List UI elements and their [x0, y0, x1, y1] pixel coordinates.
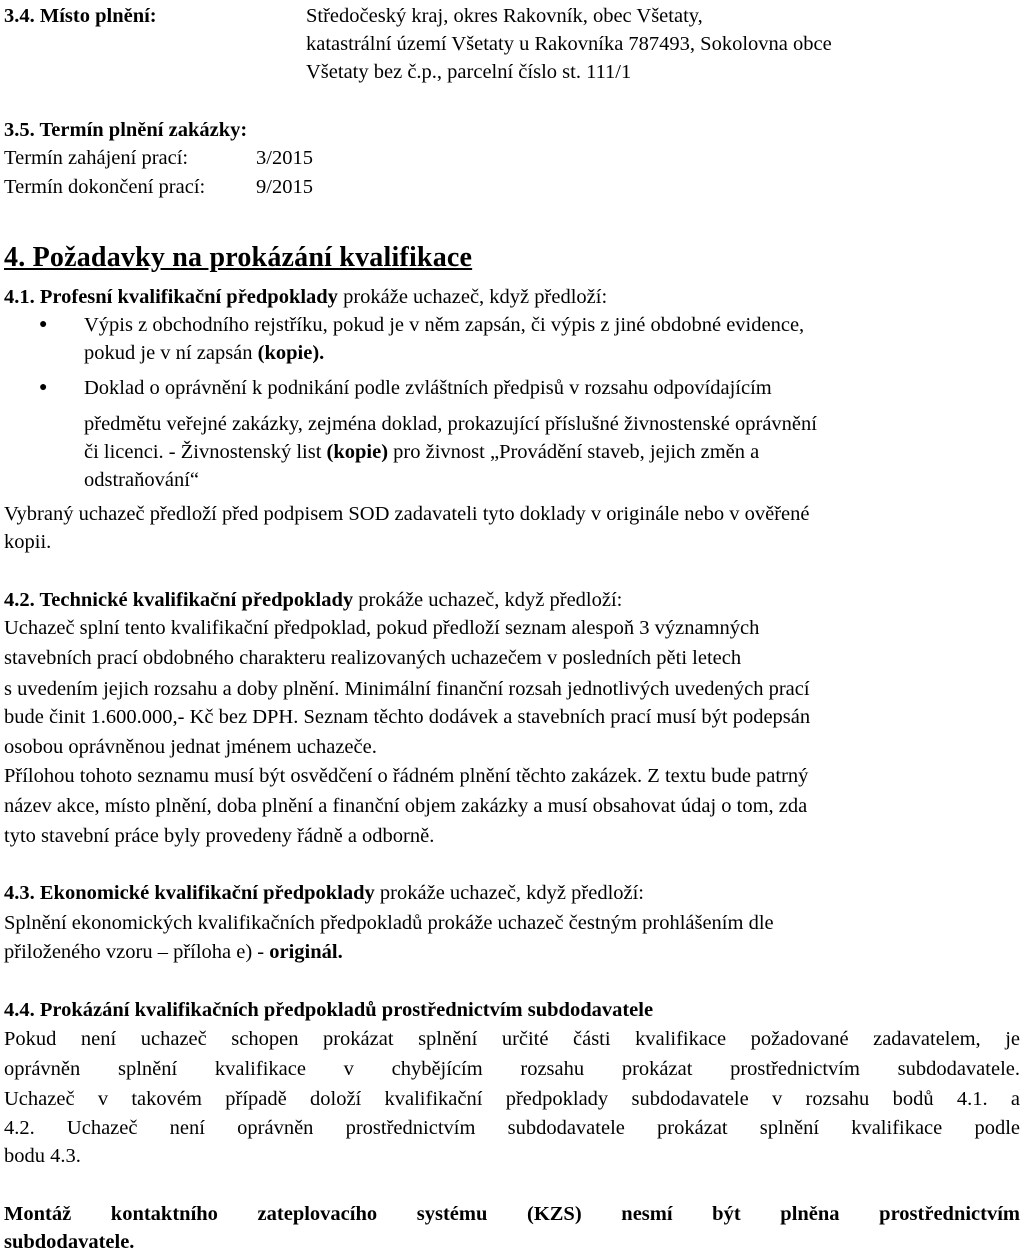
section-4-1-after-line-2: kopii. — [4, 531, 52, 553]
place-line-1: Středočeský kraj, okres Rakovník, obec Všetaty, — [306, 5, 703, 27]
term-end-row — [4, 173, 1020, 201]
section-4-heading: 4. Požadavky na prokázání kvalifikace — [4, 242, 473, 273]
section-4-3-lead: 4.3. Ekonomické kvalifikační předpoklady prokáže uchazeč, když předloží: — [4, 882, 644, 904]
section-3-5-heading: 3.5. Termín plnění zakázky: — [4, 119, 248, 141]
bullet-icon: ● — [39, 380, 48, 395]
final-note-line-1: Montáž kontaktního zateplovacího systému (KZS) nesmí být plněna prostřednictvím — [4, 1203, 1020, 1225]
term-start-value: 3/2015 — [256, 147, 313, 169]
section-3-4-row-1 — [4, 2, 1020, 30]
section-4-3-title: 4.3. Ekonomické kvalifikační předpoklady — [4, 882, 375, 904]
section-4-2-lead: 4.2. Technické kvalifikační předpoklady prokáže uchazeč, když předloží: — [4, 589, 623, 611]
term-start-label: Termín zahájení prací: — [4, 147, 189, 169]
section-4-2-line: stavebních prací obdobného charakteru realizovaných uchazečem v posledních pěti letech — [4, 647, 742, 669]
section-4-2-line: Uchazeč splní tento kvalifikační předpoklad, pokud předloží seznam alespoň 3 významných — [4, 617, 760, 639]
section-3-4-label: 3.4. Místo plnění: — [4, 5, 157, 27]
bullet-icon: ● — [39, 317, 48, 332]
place-line-3: Všetaty bez č.p., parcelní číslo st. 111/1 — [306, 61, 632, 83]
document-page: 3.4. Místo plnění: Středočeský kraj, okres Rakovník, obec Všetaty, katastrální území Všetaty u Rakovníka 787493, Sokolovna obce Všetaty bez č.p., parcelní číslo st. 111/1 3.5. Termín plnění zakázky: Termín zahájení prací: 3/2015 Termín dokončení prací: 9/2015 4. Požadavky na prokázání kvalifikace 4.1. Profesní kvalifikační předpoklady prokáže uchazeč, když předloží: ● Výpis z obchodního rejstříku, pokud je v něm zapsán, či výpis z jiné obdobné evidence, pokud je v ní zapsán (kopie). ● Doklad o oprávnění k podnikání podle zvláštních předpisů v rozsahu odpovídajícím předmětu veřejné zakázky, zejména doklad, prokazující příslušné živnostenské oprávnění či licenci. - Živnostenský list (kopie) pro živnost „Provádění staveb, jejich změn a odstraňování“ Vybraný uchazeč předloží před podpisem SOD zadavateli tyto doklady v originále nebo v ověřené kopii. 4.2. Technické kvalifikační předpoklady prokáže uchazeč, když předloží: Uchazeč splní tento kvalifikační předpoklad, pokud předloží seznam alespoň 3 významných stavebních prací obdobného charakteru realizovaných uchazečem v posledních pěti letech s uvedením jejich rozsahu a doby plnění. Minimální finanční rozsah jednotlivých uvedených prací bude činit 1.600.000,- Kč bez DPH. Seznam těchto dodávek a stavebních prací musí být podepsán osobou oprávněnou jednat jménem uchazeče. Přílohou tohoto seznamu musí být osvědčení o řádném plnění těchto zakázek. Z textu bude patrný název akce, místo plnění, doba plnění a finanční objem zakázky a musí obsahovat údaj o tom, zda tyto stavební práce byly provedeny řádně a odborně. 4.3. Ekonomické kvalifikační předpoklady prokáže uchazeč, když předloží: Splnění ekonomických kvalifikačních předpokladů prokáže uchazeč čestným prohlášením dle přiloženého vzoru – příloha e) - originál. 4.4. Prokázání kvalifikačních předpokladů prostřednictvím subdodavatele Pokud není uchazeč schopen prokázat splnění určité části kvalifikace požadované zadavatelem, je oprávněn splnění kvalifikace v chybějícím rozsahu prokázat prostřednictvím subdodavatele. Uchazeč v takovém případě doloží kvalifikační předpoklady subdodavatele v rozsahu bodů 4.1. a 4.2. Uchazeč není oprávněn prostřednictvím subdodavatele prokázat splnění kvalifikace podle bodu 4.3. Montáž kontaktního zateplovacího systému (KZS) nesmí být plněna prostřednictvím subdodavatele. — [0, 0, 1024, 1258]
place-line-2: katastrální území Všetaty u Rakovníka 787493, Sokolovna obce — [306, 33, 832, 55]
section-4-4-line: Uchazeč v takovém případě doloží kvalifikační předpoklady subdodavatele v rozsahu bodů 4.1. a — [4, 1088, 1020, 1110]
final-note-line-2: subdodavatele. — [4, 1231, 135, 1253]
section-4-1-title: 4.1. Profesní kvalifikační předpoklady — [4, 286, 338, 308]
term-end-label: Termín dokončení prací: — [4, 176, 206, 198]
term-start-row — [4, 144, 1020, 172]
section-4-2-line: osobou oprávněnou jednat jménem uchazeče. — [4, 736, 377, 758]
section-4-2-line: Přílohou tohoto seznamu musí být osvědčení o řádném plnění těchto zakázek. Z textu bude patrný — [4, 765, 809, 787]
section-4-2-line: název akce, místo plnění, doba plnění a finanční objem zakázky a musí obsahovat údaj o tom, zda — [4, 795, 808, 817]
section-4-1-lead — [4, 283, 1020, 311]
section-4-4-heading: 4.4. Prokázání kvalifikačních předpokladů prostřednictvím subdodavatele — [4, 999, 654, 1021]
section-4-4-line: oprávněn splnění kvalifikace v chybějícím rozsahu prokázat prostřednictvím subdodavatele. — [4, 1058, 1020, 1080]
section-4-2-line: bude činit 1.600.000,- Kč bez DPH. Seznam těchto dodávek a stavebních prací musí být podepsán — [4, 706, 811, 728]
section-4-4-line: bodu 4.3. — [4, 1145, 81, 1167]
section-4-1-after-line-1: Vybraný uchazeč předloží před podpisem SOD zadavateli tyto doklady v originále nebo v ověřené — [4, 503, 810, 525]
section-4-4-line: 4.2. Uchazeč není oprávněn prostřednictvím subdodavatele prokázat splnění kvalifikace podle — [4, 1117, 1020, 1139]
term-end-value: 9/2015 — [256, 176, 313, 198]
section-4-2-title: 4.2. Technické kvalifikační předpoklady — [4, 589, 354, 611]
section-4-2-line: s uvedením jejich rozsahu a doby plnění. Minimální finanční rozsah jednotlivých uvedených prací — [4, 678, 810, 700]
section-4-2-line: tyto stavební práce byly provedeny řádně a odborně. — [4, 825, 435, 847]
section-4-4-line: Pokud není uchazeč schopen prokázat splnění určité části kvalifikace požadované zadavatelem, je — [4, 1028, 1020, 1050]
section-4-3-line-1: Splnění ekonomických kvalifikačních předpokladů prokáže uchazeč čestným prohlášením dle — [4, 912, 774, 934]
section-4-1-lead-rest: prokáže uchazeč, když předloží: — [337, 286, 608, 308]
section-4-3-line-2: přiloženého vzoru – příloha e) - originál. — [4, 941, 343, 963]
